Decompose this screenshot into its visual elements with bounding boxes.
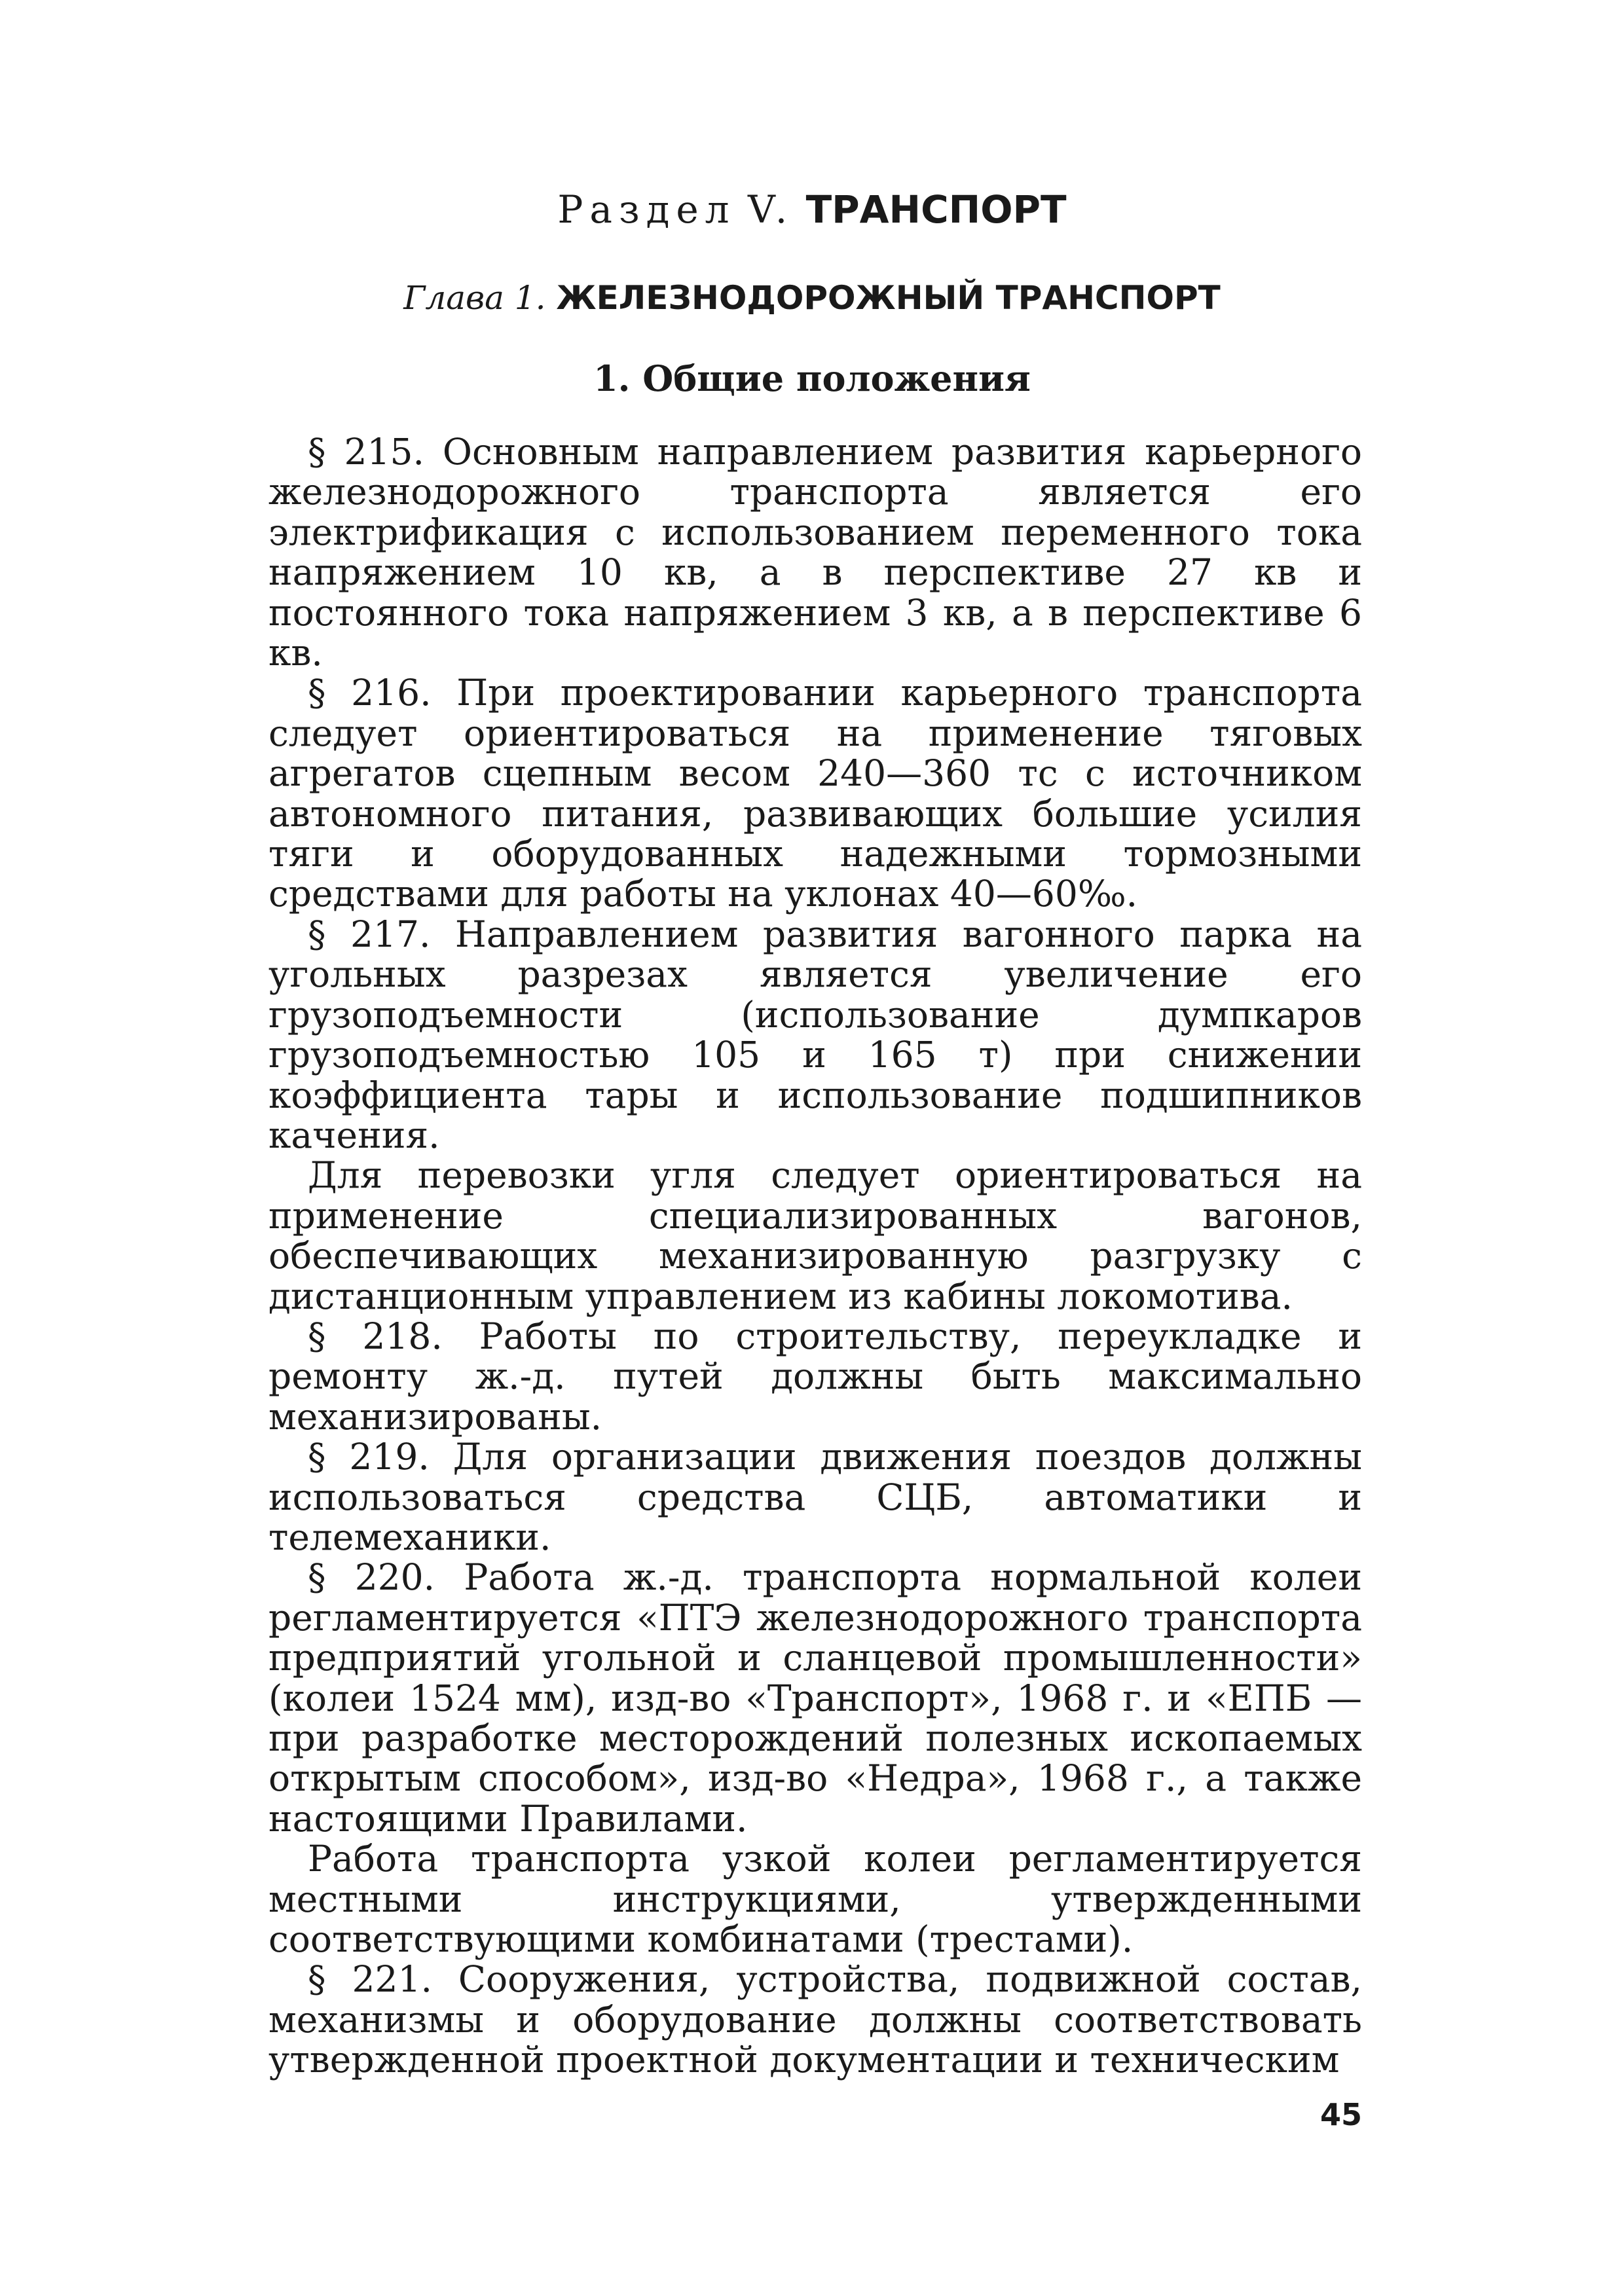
paragraph-216: § 216. При проектировании карьерного транспорта следует ориентироваться на применение тяговых агрегатов сцепным весом 240—360 тс с источником автономного питания, развивающих большие усилия тяги и оборудованных надежными тормозными средствами для работы на уклонах 40—60‰. [268, 672, 1362, 915]
subsection-heading: 1. Общие положения [593, 357, 1031, 399]
body-text [268, 432, 1362, 2081]
paragraph-215: § 215. Основным направлением развития карьерного железнодорожного транспорта является его электрификация с использованием переменного тока напряжением 10 кв, а в перспективе 27 кв и постоянного тока напряжением 3 кв, а в перспективе 6 кв. [268, 431, 1362, 674]
section-heading [0, 183, 1624, 236]
chapter-title: ЖЕЛЕЗНОДОРОЖНЫЙ ТРАНСПОРТ [556, 279, 1221, 317]
paragraph-217: § 217. Направлением развития вагонного парка на угольных разрезах является увеличение его грузоподъемности (использование думпкаров грузоподъемностью 105 и 165 т) при снижении коэффициента тары и использование подшипников качения. [268, 913, 1362, 1156]
chapter-label: Глава 1. [403, 279, 546, 317]
paragraph-217-continued: Для перевозки угля следует ориентироваться на применение специализированных вагонов, обеспечивающих механизированную разгрузку с дистанционным управлением из кабины локомотива. [268, 1154, 1362, 1317]
paragraph-221: § 221. Сооружения, устройства, подвижной состав, механизмы и оборудование должны соответствовать утвержденной проектной документации и техническим [268, 1958, 1362, 2081]
paragraph-218: § 218. Работы по строительству, переукладке и ремонту ж.-д. путей должны быть максимально механизированы. [268, 1315, 1362, 1438]
paragraph-219: § 219. Для организации движения поездов должны использоваться средства СЦБ, автоматики и телемеханики. [268, 1436, 1362, 1558]
paragraph-220-continued: Работа транспорта узкой колеи регламентируется местными инструкциями, утвержденными соответствующими комбинатами (трестами). [268, 1838, 1362, 1961]
chapter-heading [0, 275, 1624, 321]
paragraph-220: § 220. Работа ж.-д. транспорта нормальной колеи регламентируется «ПТЭ железнодорожного транспорта предприятий угольной и сланцевой промышленности» (колеи 1524 мм), изд-во «Транспорт», 1968 г. и «ЕПБ — при разработке месторождений полезных ископаемых открытым способом», изд-во «Недра», 1968 г., а также настоящими Правилами. [268, 1556, 1362, 1840]
section-label: Раздел [557, 187, 736, 232]
section-title: ТРАНСПОРТ [805, 187, 1067, 232]
page-number: 45 [1320, 2097, 1362, 2132]
section-number: V. [747, 187, 794, 232]
